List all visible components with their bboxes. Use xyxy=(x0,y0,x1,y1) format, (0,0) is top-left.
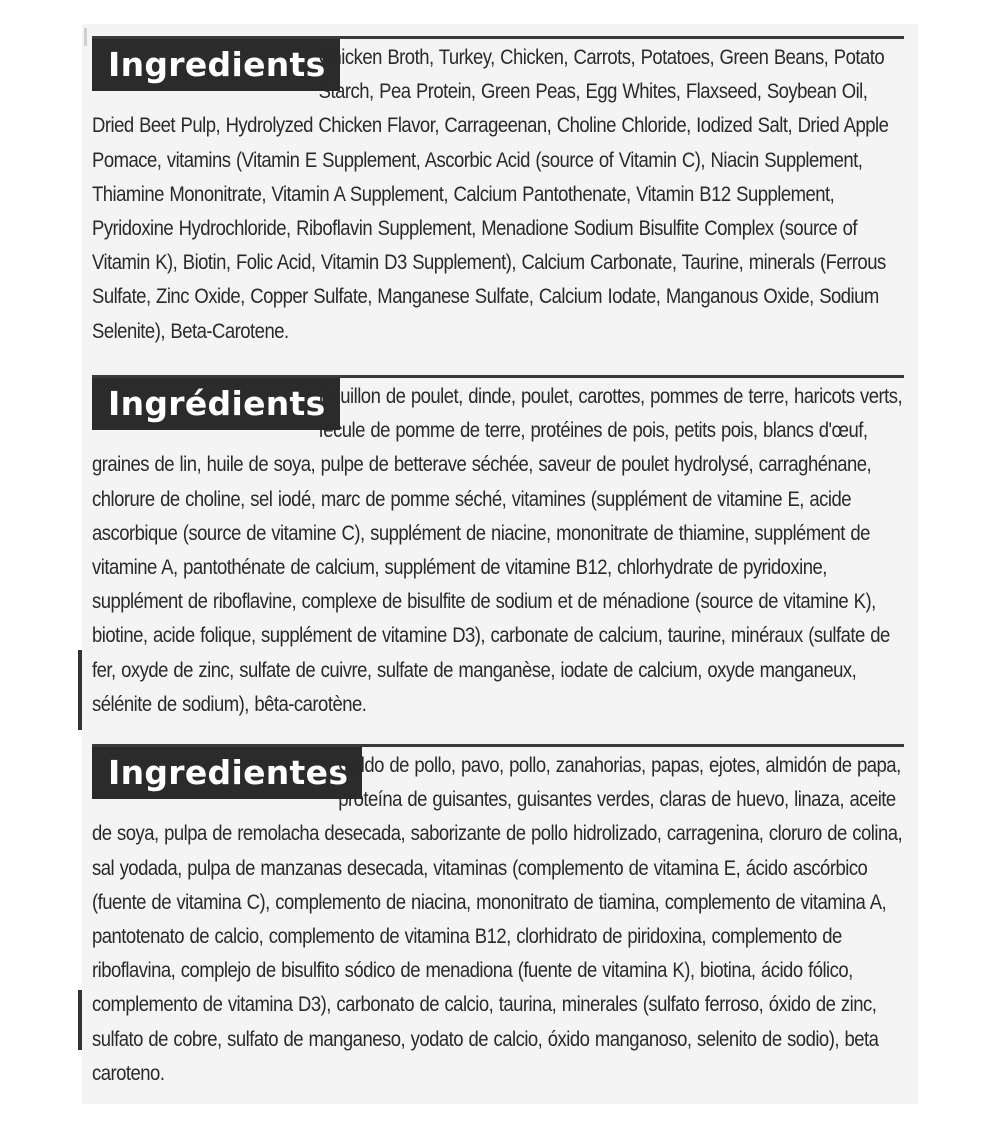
edge-mark xyxy=(78,650,82,730)
section-heading: Ingredients xyxy=(92,39,340,91)
ingredients-text: Bouillon de poulet, dinde, poulet, carottes, pommes de terre, haricots verts, fécule de pomme de terre, protéines de pois, petits pois, blancs d'œuf, graines de lin, huile de soya, pulpe de betterave séchée, saveur de poulet hydrolysé, carraghénane, chlorure de choline, sel iodé, marc de pomme séché, vitamines (supplément de vitamine E, acide ascorbique (source de vitamine C), supplément de niacine, mononitrate de thiamine, supplément de vitamine A, pantothénate de calcium, supplément de vitamine B12, chlorhydrate de pyridoxine, supplément de riboflavine, complexe de bisulfite de sodium et de ménadione (source de vitamine K), biotine, acide folique, supplément de vitamine D3), carbonate de calcium, taurine, minéraux (sulfate de fer, oxyde de zinc, sulfate de cuivre, sulfate de manganèse, iodate de calcium, oxyde manganeux, sélénite de sodium), bêta-carotène. xyxy=(92,384,903,716)
ingredients-text: Caldo de pollo, pavo, pollo, zanahorias, papas, ejotes, almidón de papa, proteína de guisantes, guisantes verdes, claras de huevo, linaza, aceite de soya, pulpa de remolacha desecada, saborizante de pollo hidrolizado, carragenina, cloruro de colina, sal yodada, pulpa de manzanas desecada, vitaminas (complemento de vitamina E, ácido ascórbico (fuente de vitamina C), complemento de niacina, mononitrato de tiamina, complemento de vitamina A, pantotenato de calcio, complemento de vitamina B12, clorhidrato de piridoxina, complemento de riboflavina, complejo de bisulfito sódico de menadiona (fuente de vitamina K), biotina, ácido fólico, complemento de vitamina D3), carbonato de calcio, taurina, minerales (sulfato ferroso, óxido de zinc, sulfato de cobre, sulfato de manganeso, yodato de calcio, óxido manganoso, selenito de sodio), beta caroteno. xyxy=(92,753,903,1085)
fold-mark xyxy=(84,28,87,46)
ingredients-section-french xyxy=(92,375,904,721)
ingredients-text: Chicken Broth, Turkey, Chicken, Carrots, Potatoes, Green Beans, Potato Starch, Pea Protein, Green Peas, Egg Whites, Flaxseed, Soybean Oil, Dried Beet Pulp, Hydrolyzed Chicken Flavor, Carrageenan, Choline Chloride, Iodized Salt, Dried Apple Pomace, vitamins (Vitamin E Supplement, Ascorbic Acid (source of Vitamin C), Niacin Supplement, Thiamine Mononitrate, Vitamin A Supplement, Calcium Pantothenate, Vitamin B12 Supplement, Pyridoxine Hydrochloride, Riboflavin Supplement, Menadione Sodium Bisulfite Complex (source of Vitamin K), Biotin, Folic Acid, Vitamin D3 Supplement), Calcium Carbonate, Taurine, minerals (Ferrous Sulfate, Zinc Oxide, Copper Sulfate, Manganese Sulfate, Calcium Iodate, Manganous Oxide, Sodium Selenite), Beta-Carotene. xyxy=(92,45,889,343)
ingredients-section-spanish xyxy=(92,744,904,1090)
ingredients-section-english xyxy=(92,36,904,348)
edge-mark xyxy=(78,990,82,1050)
section-heading: Ingrédients xyxy=(92,378,340,430)
section-heading: Ingredientes xyxy=(92,747,362,799)
